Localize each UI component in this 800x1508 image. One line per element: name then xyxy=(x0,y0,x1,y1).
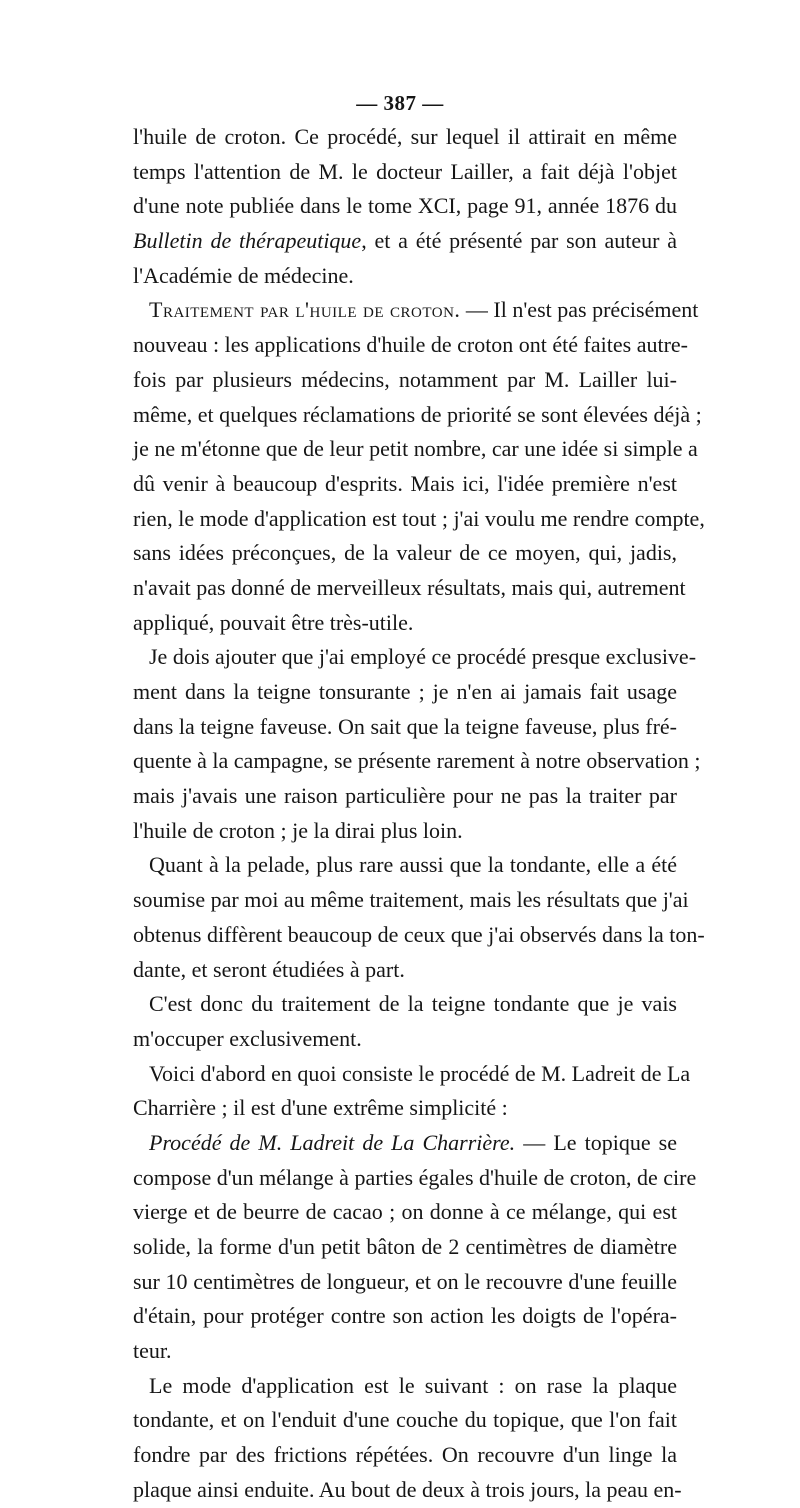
text-run: je ne m'étonne que de leur petit nombre, car une idée si simple a xyxy=(133,436,698,462)
text-line xyxy=(133,571,686,606)
text-line xyxy=(133,155,677,190)
text-run: fondre par des frictions répétées. On recouvre d'un linge la xyxy=(133,1442,677,1468)
text-run: sur 10 centimètres de longueur, et on le recouvre d'une feuille xyxy=(133,1268,677,1294)
text-run: mais j'avais une raison particulière pour ne pas la traiter par xyxy=(133,783,677,809)
text-run: Voici d'abord en quoi consiste le procédé de M. Ladreit de La xyxy=(149,1060,691,1086)
text-run: Je dois ajouter que j'ai employé ce procédé presque exclusive- xyxy=(149,644,697,670)
text-run: Charrière ; il est d'une extrême simplicité : xyxy=(133,1095,508,1121)
text-run: d'étain, pour protéger contre son action les doigts de l'opéra- xyxy=(133,1303,677,1329)
text-line xyxy=(133,224,677,259)
text-run: solide, la forme d'un petit bâton de 2 centimètres de diamètre xyxy=(133,1234,677,1259)
text-run: rien, le mode d'application est tout ; j'ai voulu me rendre compte, xyxy=(133,505,705,531)
text-line xyxy=(133,1369,677,1404)
text-line xyxy=(133,814,677,849)
text-line xyxy=(133,640,697,675)
text-line xyxy=(133,953,677,988)
text-run: Quant à la pelade, plus rare aussi que la tondante, elle a été xyxy=(149,852,677,878)
text-run: m'occuper exclusivement. xyxy=(133,1025,362,1051)
italic-run: Procédé de M. Ladreit de La Charrière. xyxy=(149,1129,516,1155)
text-run: plaque ainsi enduite. Au bout de deux à trois jours, la peau en- xyxy=(133,1476,682,1502)
text-run: sans idées préconçues, de la valeur de ce moyen, qui, jadis, xyxy=(133,540,677,566)
text-run: tondante, et on l'enduit d'une couche du topique, que l'on fait xyxy=(133,1407,677,1433)
text-run: temps l'attention de M. le docteur Lailler, a fait déjà l'objet xyxy=(133,158,677,184)
text-line xyxy=(133,675,677,710)
text-line xyxy=(133,189,677,224)
text-run: d'une note publiée dans le tome XCI, page 91, année 1876 du xyxy=(133,193,677,219)
text-line xyxy=(133,328,688,363)
text-run: — Il n'est pas précisément xyxy=(460,297,699,323)
text-line xyxy=(133,120,677,155)
text-run: dans la teigne faveuse. On sait que la teigne faveuse, plus fré- xyxy=(133,713,677,739)
text-line xyxy=(133,606,677,641)
text-line xyxy=(133,1334,677,1369)
text-line xyxy=(133,1438,677,1473)
small-caps-heading: Traitement par l'huile de croton. xyxy=(149,297,461,323)
text-line xyxy=(133,259,677,294)
text-run: vierge et de beurre de cacao ; on donne à ce mélange, qui est xyxy=(133,1199,677,1225)
text-run: compose d'un mélange à parties égales d'huile de croton, de cire xyxy=(133,1164,697,1190)
text-run: fois par plusieurs médecins, notamment par M. Lailler lui- xyxy=(133,366,677,392)
text-line xyxy=(133,1022,677,1057)
text-line xyxy=(133,1230,677,1265)
text-run: dû venir à beaucoup d'esprits. Mais ici, l'idée première n'est xyxy=(133,470,677,496)
page-number: — 387 — xyxy=(356,91,444,115)
text-run: n'avait pas donné de merveilleux résultats, mais qui, autrement xyxy=(133,574,686,600)
text-line xyxy=(133,293,699,328)
text-run: soumise par moi au même traitement, mais les résultats que j'ai xyxy=(133,887,689,913)
text-line xyxy=(133,1126,677,1161)
text-run: , et a été présenté par son auteur à xyxy=(361,228,678,254)
text-line xyxy=(133,363,677,398)
text-line xyxy=(133,432,698,467)
text-line xyxy=(133,1299,677,1334)
text-line xyxy=(133,536,677,571)
text-run: l'Académie de médecine. xyxy=(133,262,354,288)
text-line xyxy=(133,918,705,953)
text-line xyxy=(133,398,702,433)
text-line xyxy=(133,744,701,779)
text-line xyxy=(133,1161,697,1196)
text-line xyxy=(133,1057,691,1092)
text-run: même, et quelques réclamations de priorité se sont élevées déjà ; xyxy=(133,401,702,427)
text-line xyxy=(133,987,677,1022)
body-text xyxy=(133,120,705,1508)
text-line xyxy=(133,467,677,502)
text-line xyxy=(133,1091,677,1126)
italic-run: Bulletin de thérapeutique xyxy=(133,228,362,254)
text-run: ment dans la teigne tonsurante ; je n'en ai jamais fait usage xyxy=(133,679,677,704)
text-run: appliqué, pouvait être très-utile. xyxy=(133,609,414,635)
text-run: teur. xyxy=(133,1338,172,1364)
text-line xyxy=(133,883,689,918)
text-run: dante, et seront étudiées à part. xyxy=(133,956,405,982)
text-run: obtenus diffèrent beaucoup de ceux que j'ai observés dans la ton- xyxy=(133,921,705,947)
text-run: quente à la campagne, se présente rarement à notre observation ; xyxy=(133,748,701,774)
text-run: l'huile de croton ; je la dirai plus loin. xyxy=(133,817,463,843)
text-line xyxy=(133,779,677,814)
text-run: — Le topique se xyxy=(515,1129,677,1155)
text-line xyxy=(133,1195,677,1230)
text-run: Le mode d'application est le suivant : on rase la plaque xyxy=(149,1372,677,1398)
text-line xyxy=(133,1403,677,1438)
text-line xyxy=(133,710,677,745)
text-line xyxy=(133,502,705,537)
text-line xyxy=(133,848,677,883)
text-run: l'huile de croton. Ce procédé, sur lequel il attirait en même xyxy=(133,124,677,149)
text-line xyxy=(133,1473,682,1508)
text-line xyxy=(133,1265,677,1300)
text-run: C'est donc du traitement de la teigne tondante que je vais xyxy=(149,991,677,1017)
text-run: nouveau : les applications d'huile de croton ont été faites autre- xyxy=(133,332,688,358)
